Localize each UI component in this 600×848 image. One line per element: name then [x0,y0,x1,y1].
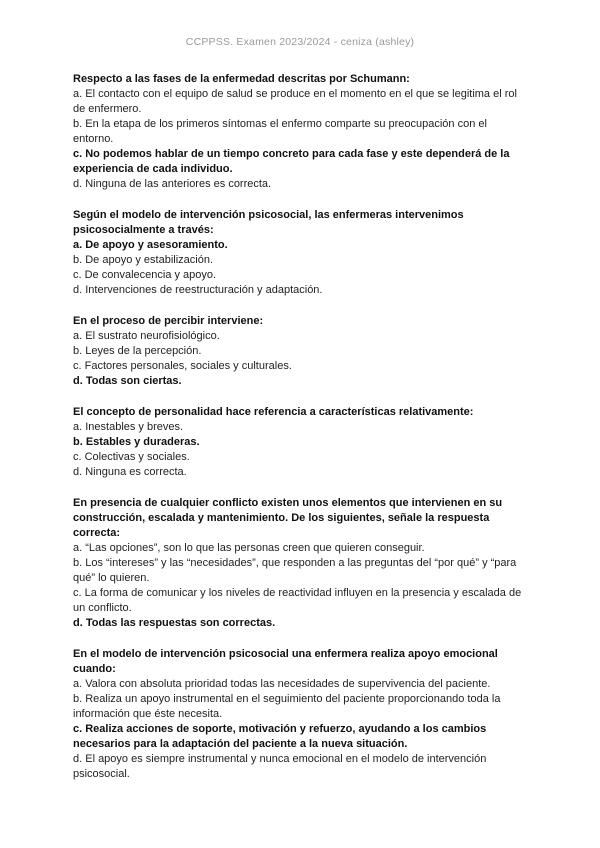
correct-answer-option: d. Todas las respuestas son correctas. [73,617,276,629]
question-block [73,405,523,480]
page-header: CCPPSS. Examen 2023/2024 - ceniza (ashley) [185,36,415,48]
answer-option: d. Ninguna de las anteriores es correcta. [73,178,272,190]
question-block [73,647,523,782]
answer-option: a. “Las opciones”, son lo que las personas creen que quieren conseguir. [73,542,425,554]
exam-content [73,72,523,798]
answer-option: b. En la etapa de los primeros síntomas el enfermo comparte su preocupación con el entorno. [73,118,487,145]
answer-option: b. De apoyo y estabilización. [73,254,214,266]
question-text: En el modelo de intervención psicosocial una enfermera realiza apoyo emocional cuando: [73,648,498,675]
answer-option: c. Factores personales, sociales y culturales. [73,360,292,372]
question-text: En presencia de cualquier conflicto existen unos elementos que intervienen en su construcción, escalada y mantenimiento. De los siguientes, señale la respuesta correcta: [73,497,503,539]
answer-option: a. Inestables y breves. [73,421,184,433]
correct-answer-option: c. No podemos hablar de un tiempo concreto para cada fase y este dependerá de la experiencia de cada individuo. [73,148,510,175]
question-block [73,208,523,298]
correct-answer-option: d. Todas son ciertas. [73,375,182,387]
question-block [73,496,523,631]
question-text: El concepto de personalidad hace referencia a características relativamente: [73,406,474,418]
answer-option: a. Valora con absoluta prioridad todas las necesidades de supervivencia del paciente. [73,678,491,690]
answer-option: d. Intervenciones de reestructuración y adaptación. [73,284,323,296]
correct-answer-option: c. Realiza acciones de soporte, motivación y refuerzo, ayudando a los cambios necesarios para la adaptación del paciente a la nueva situación. [73,723,487,750]
question-block [73,72,523,192]
answer-option: a. El contacto con el equipo de salud se produce en el momento en el que se legitima el rol de enfermero. [73,88,517,115]
answer-option: c. De convalecencia y apoyo. [73,269,217,281]
question-block [73,314,523,389]
answer-option: a. El sustrato neurofisiológico. [73,330,220,342]
question-text: Respecto a las fases de la enfermedad descritas por Schumann: [73,73,410,85]
question-text: En el proceso de percibir interviene: [73,315,264,327]
answer-option: b. Leyes de la percepción. [73,345,202,357]
answer-option: c. La forma de comunicar y los niveles de reactividad influyen en la presencia y escalada de un conflicto. [73,587,522,614]
question-text: Según el modelo de intervención psicosocial, las enfermeras intervenimos psicosocialmente a través: [73,209,464,236]
correct-answer-option: a. De apoyo y asesoramiento. [73,239,228,251]
correct-answer-option: b. Estables y duraderas. [73,436,200,448]
answer-option: b. Realiza un apoyo instrumental en el seguimiento del paciente proporcionando toda la información que éste necesita. [73,693,501,720]
answer-option: b. Los “intereses” y las “necesidades”, que responden a las preguntas del “por qué” y “para qué” lo quieren. [73,557,517,584]
answer-option: d. El apoyo es siempre instrumental y nunca emocional en el modelo de intervención psicosocial. [73,753,487,780]
answer-option: c. Colectivas y sociales. [73,451,190,463]
answer-option: d. Ninguna es correcta. [73,466,187,478]
